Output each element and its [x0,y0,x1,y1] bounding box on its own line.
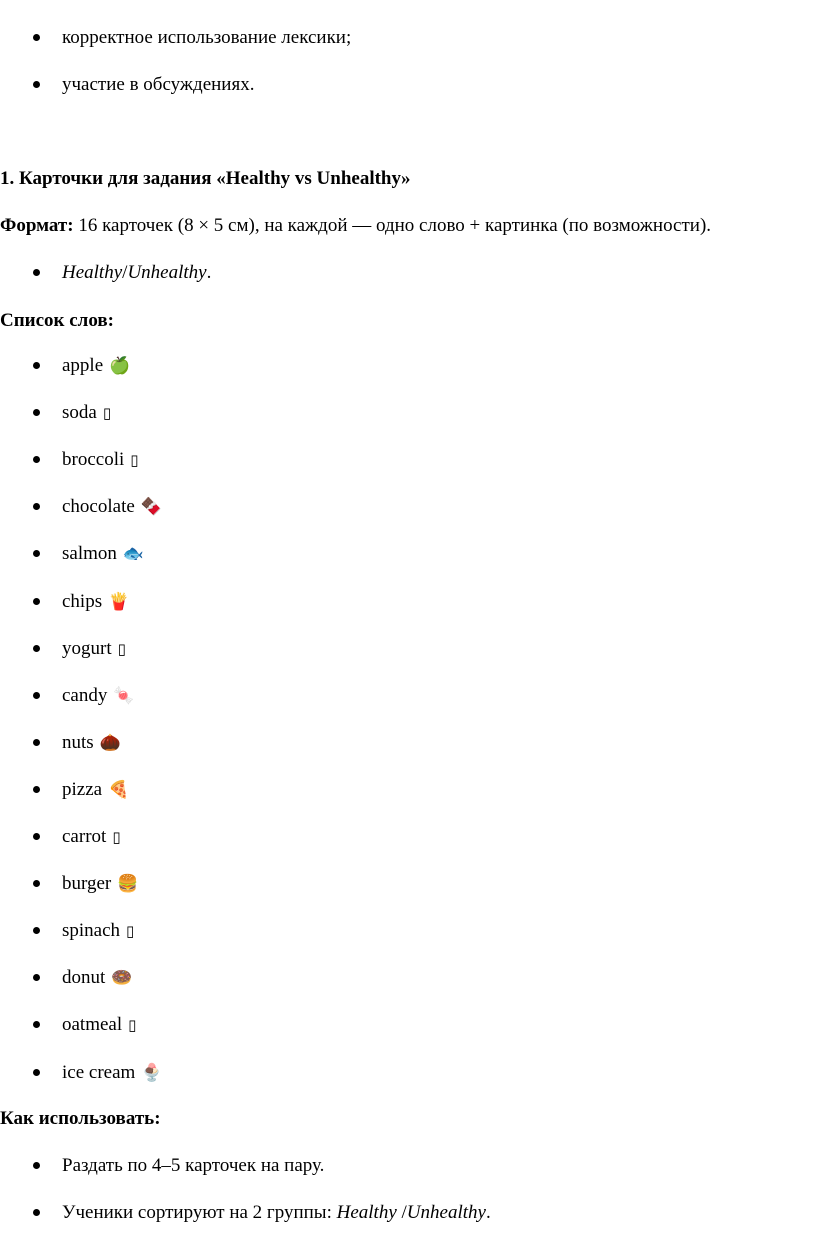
section-title: 1. Карточки для задания «Healthy vs Unhealthy» [0,168,411,189]
bullet [33,456,40,463]
word-text: chips [62,591,103,612]
word-text: candy [62,685,108,706]
word-text: yogurt [62,638,112,659]
bullet [33,786,40,793]
word-list-item [33,542,144,566]
word-text: apple [62,355,104,376]
word-text: ice cream [62,1062,136,1083]
broccoli-icon: ▯ [130,451,139,469]
bullet [33,1162,40,1169]
candy-icon: 🍬 [113,686,135,706]
bullet [33,362,40,369]
bullet [33,598,40,605]
word-list-item [33,637,126,661]
apple-icon: 🍏 [109,356,131,376]
period-text: . [485,1202,491,1223]
word-text: pizza [62,779,103,800]
word-list-item [33,1013,136,1037]
list-item [33,26,351,50]
word-list-item [33,919,134,943]
list-item-text: Ученики сортируют на 2 группы: [62,1202,337,1223]
word-list-item [33,495,162,519]
oatmeal-icon: ▯ [128,1016,137,1034]
soda-icon: ▯ [102,404,112,422]
word-list-item [33,966,132,990]
burger-icon: 🍔 [117,874,139,894]
format-paragraph [0,214,711,238]
bullet [33,1209,40,1216]
slash-text: / [122,262,128,283]
bullet [33,550,40,557]
word-list-item [33,778,129,802]
list-item [33,73,254,97]
bullet [33,1069,40,1076]
bullet [33,833,40,840]
spinach-icon: ▯ [126,922,135,940]
format-text: 16 карточек (8 × 5 см), на каждой — одно слово + картинка (по возможности). [73,215,712,236]
word-list-item [33,872,138,896]
list-item-text: корректное использование лексики; [62,27,352,48]
bullet [33,645,40,652]
unhealthy-text: Unhealthy [127,262,207,283]
list-item [33,261,211,285]
word-text: soda [62,402,97,423]
bullet [33,927,40,934]
word-text: carrot [62,826,107,847]
word-text: nuts [62,732,94,753]
format-label: Формат: [0,215,74,236]
fries-icon: 🍟 [108,592,130,612]
pizza-icon: 🍕 [108,780,130,800]
bullet [33,34,40,41]
bullet [33,269,40,276]
word-text: burger [62,873,112,894]
word-list-item [33,1061,162,1085]
fish-icon: 🐟 [122,544,145,564]
bullet [33,880,40,887]
list-item [33,1201,491,1225]
word-text: donut [62,967,106,988]
bullet [33,692,40,699]
slash-text: / [396,1202,407,1223]
word-text: oatmeal [62,1014,123,1035]
chocolate-icon: 🍫 [140,497,162,517]
word-list-item [33,825,121,849]
list-item [33,1154,324,1178]
word-text: salmon [62,543,117,564]
nut-icon: 🌰 [99,733,121,753]
word-list-item [33,354,130,378]
word-list-item [33,448,139,472]
bullet [33,1021,40,1028]
bullet [33,974,40,981]
bullet [33,81,40,88]
ice-cream-icon: 🍨 [141,1063,163,1083]
bullet [33,503,40,510]
list-item-text: Раздать по 4–5 карточек на пару. [62,1155,325,1176]
word-text: broccoli [62,449,125,470]
bullet [33,409,40,416]
list-item-text: участие в обсуждениях. [62,74,255,95]
word-text: spinach [62,920,121,941]
bullet [33,739,40,746]
word-list-item [33,731,121,755]
word-list-item [33,590,129,614]
period-text: . [206,262,212,283]
usage-heading: Как использовать: [0,1108,161,1129]
unhealthy-text: Unhealthy [406,1202,486,1223]
donut-icon: 🍩 [111,968,133,988]
healthy-text: Healthy [62,262,123,283]
yogurt-icon: ▯ [117,640,126,658]
word-list-item [33,684,135,708]
words-heading: Список слов: [0,310,114,331]
carrot-icon: ▯ [112,828,121,846]
healthy-text: Healthy [336,1202,397,1223]
word-text: chocolate [62,496,135,517]
word-list-item [33,401,111,425]
